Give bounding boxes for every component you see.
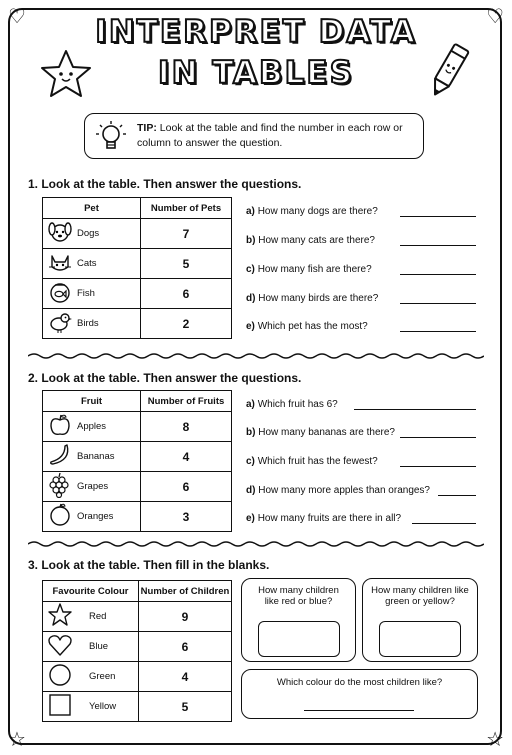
heart-shape-icon xyxy=(47,632,73,658)
question-2c: c) Which fruit has the fewest? xyxy=(246,456,378,467)
grapes-icon xyxy=(47,472,73,498)
pencil-icon xyxy=(422,40,474,104)
orange-icon xyxy=(47,502,73,528)
section1-heading: 1. Look at the table. Then answer the questions. xyxy=(28,177,302,191)
fruit-label: Oranges xyxy=(77,502,141,532)
answer-line[interactable] xyxy=(400,303,476,304)
pet-value: 6 xyxy=(141,279,232,309)
answer-box[interactable] xyxy=(258,621,340,657)
answer-line[interactable] xyxy=(400,331,476,332)
table-row xyxy=(43,219,232,249)
fruits-table xyxy=(42,390,232,532)
fruit-label: Grapes xyxy=(77,472,141,502)
star-icon: ☆ xyxy=(486,727,504,751)
apple-icon xyxy=(47,412,73,438)
colour-value: 6 xyxy=(139,632,232,662)
table-row xyxy=(43,602,232,632)
table-row xyxy=(43,249,232,279)
pet-label: Cats xyxy=(77,249,141,279)
question-1d: d) How many birds are there? xyxy=(246,293,379,304)
table-row xyxy=(43,412,232,442)
answer-box[interactable] xyxy=(379,621,461,657)
section2-heading: 2. Look at the table. Then answer the questions. xyxy=(28,371,302,385)
star-shape-icon xyxy=(47,602,73,628)
question-2d: d) How many more apples than oranges? xyxy=(246,485,430,496)
colour-label: Red xyxy=(77,602,139,632)
lightbulb-icon xyxy=(95,120,127,154)
circle-shape-icon xyxy=(47,662,73,688)
fruit-value: 4 xyxy=(141,442,232,472)
question-2b: b) How many bananas are there? xyxy=(246,427,395,438)
fruit-value: 8 xyxy=(141,412,232,442)
pet-value: 2 xyxy=(141,309,232,339)
pet-label: Fish xyxy=(77,279,141,309)
answer-line[interactable] xyxy=(304,710,414,711)
answer-line[interactable] xyxy=(438,495,476,496)
colour-value: 5 xyxy=(139,692,232,722)
tip-box xyxy=(84,113,424,159)
fruit-label: Apples xyxy=(77,412,141,442)
question-2a: a) Which fruit has 6? xyxy=(246,399,338,410)
table-header: Number of Pets xyxy=(141,198,232,219)
table-header: Number of Children xyxy=(139,581,232,602)
fish-icon xyxy=(47,280,73,304)
answer-line[interactable] xyxy=(400,274,476,275)
section-divider xyxy=(28,540,484,548)
colour-label: Yellow xyxy=(77,692,139,722)
table-row xyxy=(43,472,232,502)
pet-label: Dogs xyxy=(77,219,141,249)
colour-label: Blue xyxy=(77,632,139,662)
star-icon: ☆ xyxy=(8,727,26,751)
answer-line[interactable] xyxy=(400,216,476,217)
colours-table xyxy=(42,580,232,722)
cat-icon xyxy=(47,250,73,274)
table-row xyxy=(43,692,232,722)
dog-icon xyxy=(47,220,73,244)
table-row xyxy=(43,442,232,472)
question-1b: b) How many cats are there? xyxy=(246,235,375,246)
colour-label: Green xyxy=(77,662,139,692)
question-1a: a) How many dogs are there? xyxy=(246,206,378,217)
heart-icon: ♡ xyxy=(8,4,26,28)
question-box-most-liked: Which colour do the most children like? xyxy=(241,669,478,719)
pets-table xyxy=(42,197,232,339)
table-header: Favourite Colour xyxy=(43,581,139,602)
pet-value: 5 xyxy=(141,249,232,279)
table-row xyxy=(43,662,232,692)
question-2e: e) How many fruits are there in all? xyxy=(246,513,402,524)
answer-line[interactable] xyxy=(400,245,476,246)
answer-line[interactable] xyxy=(400,437,476,438)
question-1e: e) Which pet has the most? xyxy=(246,321,368,332)
fruit-label: Bananas xyxy=(77,442,141,472)
heart-icon: ♡ xyxy=(486,4,504,28)
table-header: Number of Fruits xyxy=(141,391,232,412)
fruit-value: 3 xyxy=(141,502,232,532)
answer-line[interactable] xyxy=(400,466,476,467)
pet-value: 7 xyxy=(141,219,232,249)
table-row xyxy=(43,632,232,662)
section3-heading: 3. Look at the table. Then fill in the blanks. xyxy=(28,558,270,572)
table-row xyxy=(43,502,232,532)
answer-line[interactable] xyxy=(354,409,476,410)
bird-icon xyxy=(47,310,73,334)
pet-label: Birds xyxy=(77,309,141,339)
question-box-red-blue: How many children like red or blue? xyxy=(241,578,356,662)
star-icon xyxy=(38,48,94,100)
section-divider xyxy=(28,352,484,360)
colour-value: 9 xyxy=(139,602,232,632)
square-shape-icon xyxy=(47,692,73,718)
colour-value: 4 xyxy=(139,662,232,692)
page-title-line2: IN TABLES xyxy=(158,55,354,91)
table-header: Pet xyxy=(43,198,141,219)
answer-line[interactable] xyxy=(412,523,476,524)
question-box-green-yellow: How many children like green or yellow? xyxy=(362,578,478,662)
fruit-value: 6 xyxy=(141,472,232,502)
question-1c: c) How many fish are there? xyxy=(246,264,372,275)
page-title-line1: INTERPRET DATA xyxy=(95,14,417,50)
banana-icon xyxy=(47,442,73,468)
tip-text: Look at the table and find the number in each row or column to answer the question. xyxy=(137,122,403,149)
table-row xyxy=(43,309,232,339)
tip-label: TIP: xyxy=(137,122,157,134)
table-header: Fruit xyxy=(43,391,141,412)
table-row xyxy=(43,279,232,309)
